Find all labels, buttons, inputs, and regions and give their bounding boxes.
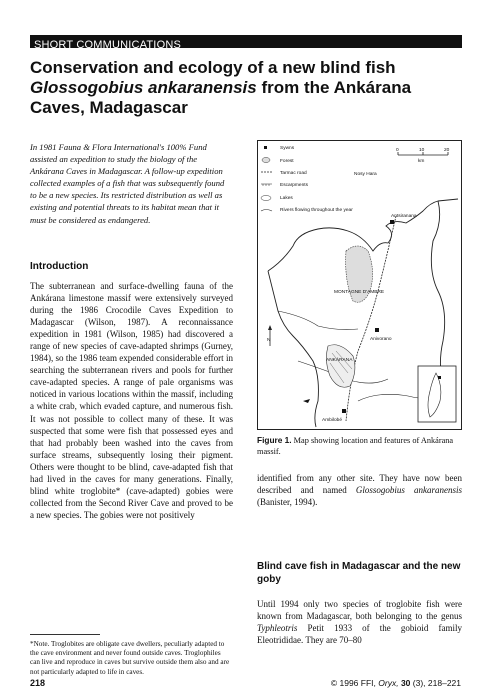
right-body-1-species: Glossogobius ankaranensis bbox=[355, 485, 463, 496]
scale-0: 0 bbox=[396, 148, 399, 153]
copyright-line bbox=[331, 678, 461, 688]
place-anivorano: Anivorano bbox=[370, 337, 392, 342]
place-nosy-hara: Nosy Hara bbox=[354, 172, 377, 177]
legend-label-road: Tarmac road bbox=[280, 171, 307, 176]
caption-text: Map showing location and features of Ankárana massif. bbox=[257, 436, 454, 456]
place-ambilobe: Ambilobé bbox=[322, 418, 342, 423]
blind-fish-heading: Blind cave fish in Madagascar and the new goby bbox=[257, 561, 461, 585]
figure-caption bbox=[257, 435, 462, 457]
title-line-1: Conservation and ecology of a new blind fish bbox=[30, 58, 396, 77]
scale-unit: km bbox=[418, 159, 425, 164]
right-body-1 bbox=[257, 472, 462, 508]
section-label: SHORT COMMUNICATIONS bbox=[34, 39, 182, 51]
caption-label: Figure 1. bbox=[257, 435, 292, 445]
title-species: Glossogobius ankaranensis bbox=[30, 78, 257, 97]
scale-20: 20 bbox=[444, 148, 450, 153]
right-body-2-start: Until 1994 only two species of troglobite fish were known from Madagascar, both belonging to the genus bbox=[257, 599, 462, 622]
title-line-2: from the Ankárana bbox=[256, 78, 412, 97]
right-body-2-end: Petit 1933 of the gobioid family Eleotrididae. They are 70–80 bbox=[257, 623, 462, 646]
copyright-pre: © 1996 FFI, bbox=[330, 678, 376, 688]
place-montagne: MONTAGNE D'AMBRE bbox=[334, 290, 385, 295]
page-number: 218 bbox=[30, 678, 46, 688]
footnote-rule bbox=[30, 634, 100, 635]
right-body-2-genus: Typhleotris bbox=[257, 623, 298, 634]
footnote: *Note. Troglobites are obligate cave dwellers, peculiarly adapted to the cave environment and never found outside caves. Troglophiles can live and reproduce in caves but survive outside them also and are not particularly adapted to life in caves. bbox=[30, 640, 230, 676]
legend-label-rivers: Rivers flowing throughout the year bbox=[280, 208, 353, 213]
intro-body: The subterranean and surface-dwelling fauna of the Ankárana limestone massif were extensively surveyed during the 1986 Crocodile Caves Expedition to Madagascar (Wilson, 1987). A reconnaissance expedition in 1981 (Wilson, 1985) had discovered a range of new species of cave-adapted shrimps (Gurney, 1984), so the 1986 team expended considerable effort in searching the subterranean rivers and pools for further cave-adapted species. A range of pale organisms was noticed in various locations within the massif, including a white crab, which evaded capture, and numerous fish. It was not possible to collect many of these. It was suspected that some were fish that possessed eyes and that had probably been washed into the caves from surface streams, subsequently losing their pigment. Others were thought to be blind, cave-adapted fish that had lived in the caves for many generations. Finally, blind white troglobite* (cave-adapted) gobies were collected from the Second River Cave and proved to be a new species. The gobies were not positively bbox=[30, 281, 233, 520]
scale-10: 10 bbox=[419, 148, 425, 153]
copyright-volume: 30 bbox=[400, 678, 411, 688]
legend-label-forest: Forest bbox=[280, 159, 294, 164]
place-ankarana: ANKÁRANA bbox=[326, 358, 353, 363]
section-header bbox=[30, 35, 462, 51]
right-body-2 bbox=[257, 598, 462, 646]
abstract: In 1981 Fauna & Flora International's 100% Fund assisted an expedition to study the biology of the Ankárana Caves in Madagascar. A follow-up expedition collected examples of a fish that was subsequently found to be a new species. Its restricted distribution as well as existing and potential threats to its habitat mean that it must be considered as endangered. bbox=[30, 142, 225, 225]
copyright-post: (3), 218–221 bbox=[412, 678, 461, 688]
right-body-1-text: identified from any other site. They have now been described and named bbox=[257, 473, 462, 496]
legend-label-lakes: Lakes bbox=[280, 196, 293, 201]
north-label: N bbox=[267, 338, 271, 343]
copyright-journal: Oryx, bbox=[378, 678, 399, 688]
title-line-3: Caves, Madagascar bbox=[30, 98, 188, 117]
map-figure bbox=[257, 140, 462, 430]
legend-label-towns: Sywns bbox=[280, 146, 295, 151]
place-antsiranana: Antsiranana bbox=[391, 214, 417, 219]
article-title bbox=[30, 58, 460, 118]
right-body-1-end: (Banister, 1994). bbox=[257, 497, 318, 508]
intro-heading: Introduction bbox=[30, 261, 89, 272]
legend-label-escarpments: Escarpments bbox=[280, 183, 308, 188]
